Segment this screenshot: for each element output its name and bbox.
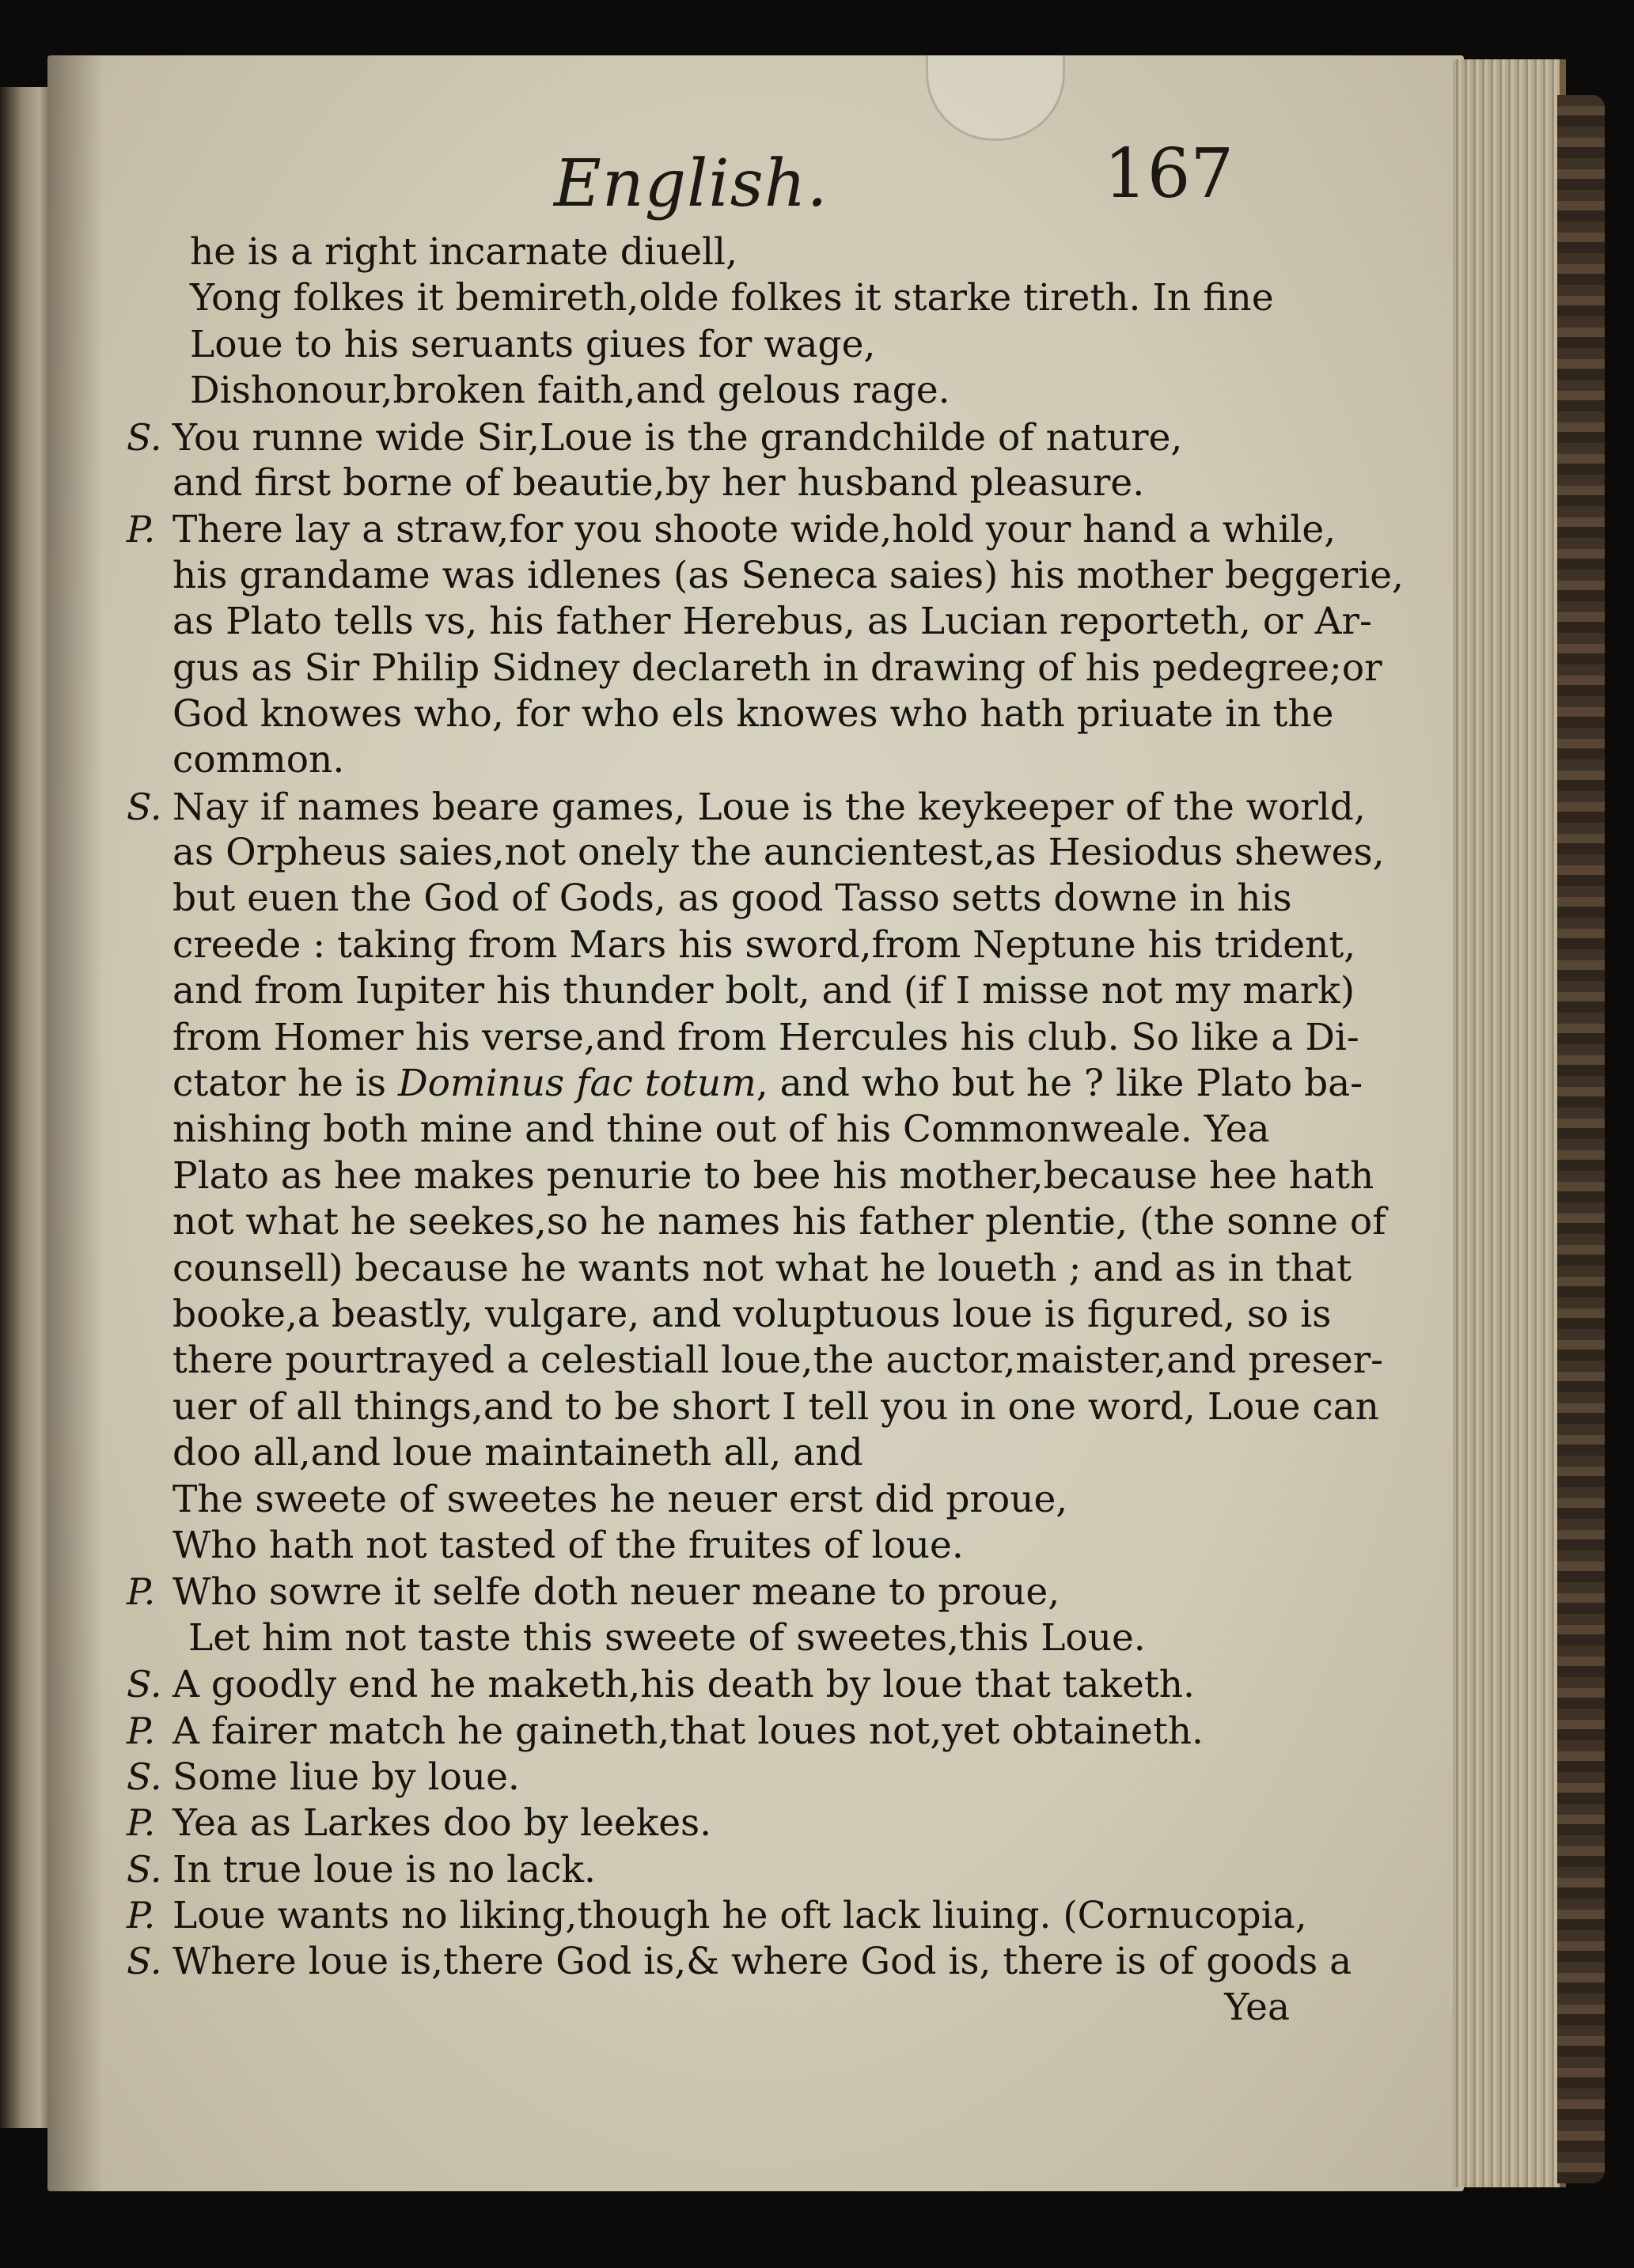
speaker-mark: S. (127, 785, 162, 828)
facing-page-edge (0, 87, 49, 2128)
speech-line: S. In true loue is no lack. (127, 1847, 596, 1891)
text-line: not what he seekes,so he names his father plentie, (the sonne of (172, 1200, 1386, 1244)
text-line: Loue to his seruants giues for wage, (190, 322, 876, 366)
speaker-mark: P. (127, 508, 156, 551)
text-line: but euen the God of Gods, as good Tasso setts downe in his (172, 877, 1292, 921)
text-line: from Homer his verse,and from Hercules his club. So like a Di- (172, 1015, 1359, 1059)
speaker-mark: P. (127, 1801, 156, 1845)
text-line: booke,a beastly, vulgare, and voluptuous loue is figured, so is (172, 1292, 1332, 1336)
speech-line: P. There lay a straw,for you shoote wide,hold your hand a while, (127, 508, 1336, 552)
text-line: Plato as hee makes penurie to bee his mother,because hee hath (172, 1153, 1374, 1198)
catchword: Yea (1224, 1985, 1290, 2029)
text-line: God knowes who, for who els knowes who hath priuate in the (172, 691, 1334, 736)
speaker-mark: S. (127, 1663, 162, 1706)
page-text (127, 229, 1404, 2031)
speech-line: P. Yea as Larkes doo by leekes. (127, 1801, 712, 1846)
speaker-mark: S. (127, 415, 162, 459)
text-line: Dishonour,broken faith,and gelous rage. (190, 369, 950, 413)
text-line: ctator he is Dominus fac totum, and who but he ? like Plato ba- (172, 1062, 1363, 1106)
text-line: nishing both mine and thine out of his Commonweale. Yea (172, 1107, 1270, 1152)
speech-line: P. Loue wants no liking,though he oft lack liuing. (Cornucopia, (127, 1894, 1307, 1938)
text-line: he is a right incarnate diuell, (190, 230, 738, 274)
page-fore-edge (1453, 59, 1566, 2187)
speaker-mark: P. (127, 1709, 156, 1752)
text-line: Yong folkes it bemireth,olde folkes it starke tireth. In fine (190, 276, 1274, 320)
running-head: English. (554, 146, 828, 221)
speech-line: P. A fairer match he gaineth,that loues not,yet obtaineth. (127, 1709, 1204, 1753)
text-line: as Plato tells vs, his father Herebus, as Lucian reporteth, or Ar- (172, 600, 1372, 644)
speech-line: S. Where loue is,there God is,& where God is, there is of goods a (127, 1940, 1352, 1984)
text-line: and first borne of beautie,by her husband pleasure. (172, 460, 1145, 505)
text-line: as Orpheus saies,not onely the auncientest,as Hesiodus shewes, (172, 831, 1385, 875)
speaker-mark: P. (127, 1570, 156, 1614)
speech-line: S. Some liue by loue. (127, 1755, 520, 1799)
verse-line: The sweete of sweetes he neuer erst did proue, (172, 1477, 1068, 1521)
text-line: uer of all things,and to be short I tell you in one word, Loue can (172, 1384, 1379, 1429)
text-line: his grandame was idlenes (as Seneca saies) his mother beggerie, (172, 553, 1404, 597)
gutter-shadow (47, 55, 103, 2191)
speaker-mark: S. (127, 1755, 162, 1798)
text-line: gus as Sir Philip Sidney declareth in drawing of his pedegree;or (172, 646, 1382, 690)
speech-line: S. Nay if names beare games, Loue is the keykeeper of the world, (127, 785, 1366, 829)
verse-line: Let him not taste this sweete of sweetes,this Loue. (188, 1615, 1146, 1660)
speaker-mark: S. (127, 1847, 162, 1891)
page-number: 167 (1104, 134, 1234, 214)
verse-line: Who hath not tasted of the fruites of loue. (172, 1523, 964, 1567)
text-line: and from Iupiter his thunder bolt, and (if I misse not my mark) (172, 969, 1355, 1013)
text-line: doo all,and loue maintaineth all, and (172, 1431, 863, 1475)
text-line: there pourtrayed a celestiall loue,the auctor,maister,and preser- (172, 1338, 1384, 1383)
speaker-mark: S. (127, 1940, 162, 1983)
latin-phrase: Dominus fac totum (397, 1062, 756, 1106)
speaker-mark: P. (127, 1894, 156, 1937)
speech-line: S. You runne wide Sir,Loue is the grandchilde of nature, (127, 415, 1183, 460)
text-line: creede : taking from Mars his sword,from Neptune his trident, (172, 922, 1356, 967)
speech-line: S. A goodly end he maketh,his death by loue that taketh. (127, 1663, 1195, 1707)
text-line: common. (172, 738, 345, 782)
book-binding (1557, 95, 1605, 2183)
speech-line: P. Who sowre it selfe doth neuer meane to proue, (127, 1570, 1060, 1615)
text-line: counsell) because he wants not what he loueth ; and as in that (172, 1246, 1352, 1290)
